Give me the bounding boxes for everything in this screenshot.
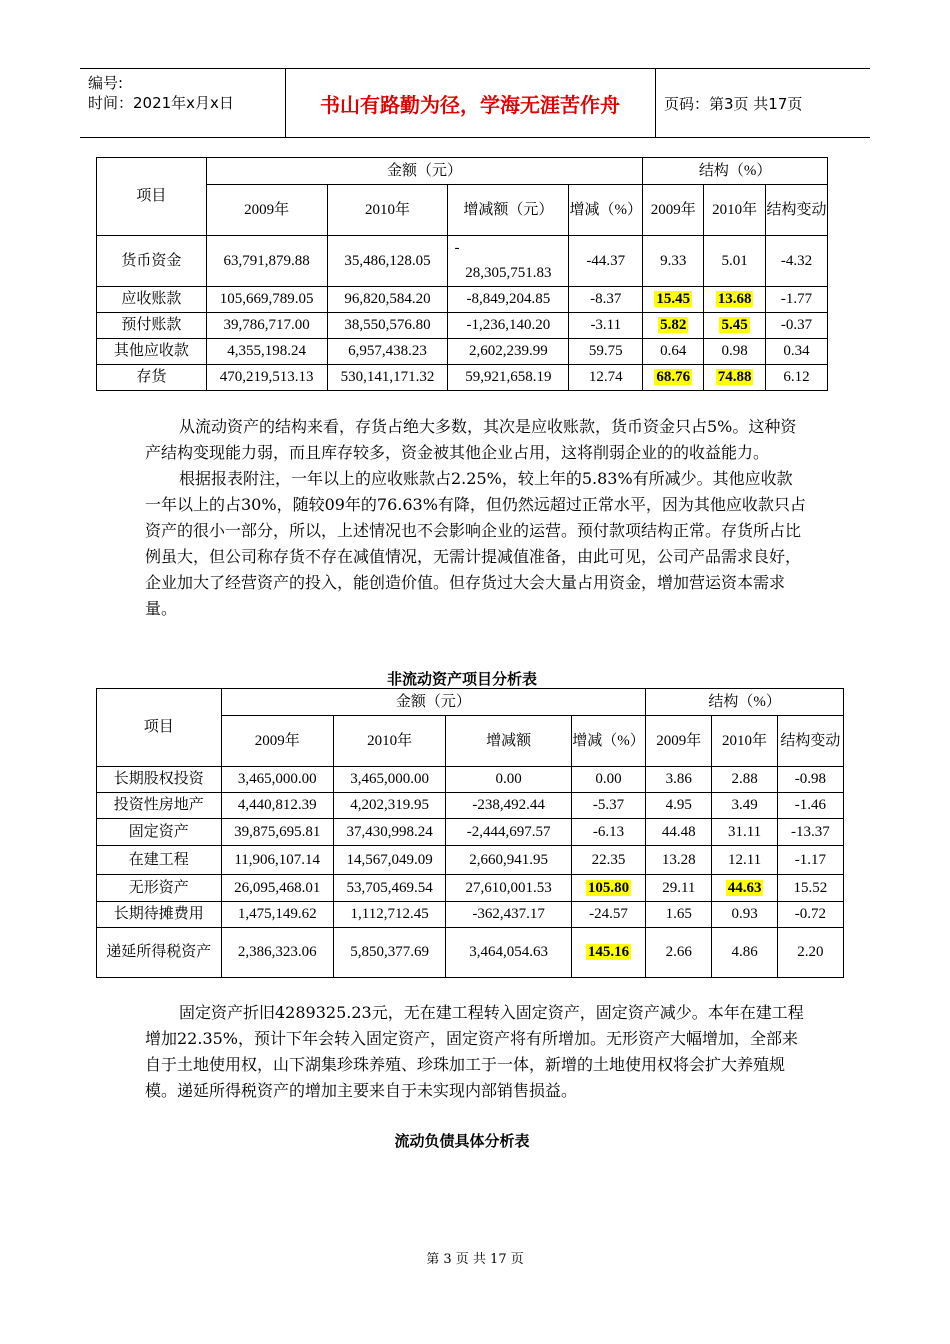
cell: 15.52: [777, 875, 843, 902]
analysis-text-2: [145, 1000, 807, 1104]
cell: 4.86: [712, 928, 777, 978]
sub-pct: 增减（%）: [569, 185, 643, 236]
cell: 2,602,239.99: [448, 339, 569, 365]
cell: -13.37: [777, 819, 843, 846]
cell: 59.75: [569, 339, 643, 365]
cell: 4,440,812.39: [221, 793, 333, 819]
cell: 6.12: [766, 365, 828, 391]
table-row: [97, 339, 828, 365]
cell: [643, 287, 704, 313]
cell: 31.11: [712, 819, 777, 846]
cell: -2,444,697.57: [446, 819, 572, 846]
table-row: [97, 365, 828, 391]
cell: 35,486,128.05: [327, 236, 448, 287]
cell: 0.64: [643, 339, 704, 365]
table-row: [97, 287, 828, 313]
table-row: [97, 313, 828, 339]
cell: 37,430,998.24: [333, 819, 445, 846]
non-current-assets-table: [96, 688, 844, 978]
highlighted-value: 74.88: [717, 369, 752, 385]
cell: 3.49: [712, 793, 777, 819]
analysis-text-1: [145, 414, 807, 622]
page-header: [80, 68, 870, 138]
cell: [704, 313, 766, 339]
row-name: 在建工程: [97, 846, 222, 875]
highlighted-value: 44.63: [727, 879, 762, 896]
header-page-info: 页码：第3页 共17页: [664, 95, 803, 113]
cell: 96,820,584.20: [327, 287, 448, 313]
cell: [704, 287, 766, 313]
cell: [704, 365, 766, 391]
paragraph: 从流动资产的结构来看，存货占绝大多数，其次是应收账款，货币资金只占5%。这种资产结构变现能力弱，而且库存较多，资金被其他企业占用，这将削弱企业的的收益能力。: [145, 417, 797, 462]
cell: 3.86: [646, 767, 712, 793]
group-amount: 金额（元）: [206, 158, 643, 185]
sub-pct: 增减（%）: [571, 716, 645, 767]
highlighted-value: 68.76: [656, 369, 691, 385]
sub-2009: 2009年: [221, 716, 333, 767]
table-row: [97, 767, 844, 793]
cell: 4,202,319.95: [333, 793, 445, 819]
highlighted-value: 5.82: [660, 317, 687, 333]
col-item: 项目: [97, 158, 207, 236]
header-time: 时间：2021年x月x日: [88, 94, 234, 112]
cell: 44.48: [646, 819, 712, 846]
sub-diff: 增减额: [446, 716, 572, 767]
table2-title: 非流动资产项目分析表: [386, 670, 537, 688]
sub-s2010: 2010年: [704, 185, 766, 236]
table-row: [97, 236, 828, 287]
paragraph: 根据报表附注，一年以上的应收账款占2.25%，较上年的5.83%有所减少。其他应收款一年以上的占30%，随较09年的76.63%有降，但仍然远超过正常水平，因为其他应收款只占资产的很小一部分，所以，上述情况也不会影响企业的运营。预付款项结构正常。存货所占比例虽大，但公司称存货不存在减值情况，无需计提减值准备，由此可见，公司产品需求良好，企业加大了经营资产的投入，能创造价值。但存货过大会大量占用资金，增加营运资本需求量。: [145, 469, 806, 618]
sub-2010: 2010年: [333, 716, 445, 767]
cell: 1,475,149.62: [221, 902, 333, 928]
cell: 39,875,695.81: [221, 819, 333, 846]
cell: 13.28: [646, 846, 712, 875]
sub-chg: 结构变动: [766, 185, 828, 236]
cell: 530,141,171.32: [327, 365, 448, 391]
highlighted-value: 105.80: [587, 879, 630, 896]
cell: -362,437.17: [446, 902, 572, 928]
cell: 2.20: [777, 928, 843, 978]
table-row: [97, 819, 844, 846]
row-name: 存货: [97, 365, 207, 391]
group-structure: 结构（%）: [646, 689, 844, 716]
sub-s2009: 2009年: [643, 185, 704, 236]
table-row: [97, 902, 844, 928]
paragraph: 固定资产折旧4289325.23元，无在建工程转入固定资产，固定资产减少。本年在建工程增加22.35%，预计下年会转入固定资产，固定资产将有所增加。无形资产大幅增加，全部来自于土地使用权，山下湖集珍珠养殖、珍珠加工于一体，新增的土地使用权将会扩大养殖规模。递延所得税资产的增加主要来自于未实现内部销售损益。: [145, 1003, 804, 1100]
cell: 3,464,054.63: [446, 928, 572, 978]
row-name: 投资性房地产: [97, 793, 222, 819]
cell: 2,660,941.95: [446, 846, 572, 875]
cell: -24.57: [571, 902, 645, 928]
header-divider: [655, 69, 656, 137]
row-name: 应收账款: [97, 287, 207, 313]
group-amount: 金额（元）: [221, 689, 646, 716]
cell: 27,610,001.53: [446, 875, 572, 902]
cell: -8.37: [569, 287, 643, 313]
table-row: [97, 846, 844, 875]
cell: [571, 875, 645, 902]
cell: -1.77: [766, 287, 828, 313]
cell: 470,219,513.13: [206, 365, 327, 391]
cell: -1.46: [777, 793, 843, 819]
header-meta: [88, 73, 234, 113]
sub-s2010: 2010年: [712, 716, 777, 767]
row-name: 长期股权投资: [97, 767, 222, 793]
cell: 5,850,377.69: [333, 928, 445, 978]
row-name: 预付账款: [97, 313, 207, 339]
cell: 3,465,000.00: [333, 767, 445, 793]
cell: 63,791,879.88: [206, 236, 327, 287]
cell: 5.01: [704, 236, 766, 287]
cell: 3,465,000.00: [221, 767, 333, 793]
row-name: 长期待摊费用: [97, 902, 222, 928]
cell: 0.98: [704, 339, 766, 365]
sub-chg: 结构变动: [777, 716, 843, 767]
cell: 14,567,049.09: [333, 846, 445, 875]
cell: 1.65: [646, 902, 712, 928]
cell-diff: [448, 236, 569, 287]
table3-title: 流动负债具体分析表: [394, 1132, 530, 1150]
cell: 2,386,323.06: [221, 928, 333, 978]
page-footer: 第 3 页 共 17 页: [426, 1252, 524, 1267]
col-item: 项目: [97, 689, 222, 767]
cell: 38,550,576.80: [327, 313, 448, 339]
table-row: [97, 875, 844, 902]
cell: -3.11: [569, 313, 643, 339]
cell: -1.17: [777, 846, 843, 875]
cell: [643, 365, 704, 391]
row-name: 其他应收款: [97, 339, 207, 365]
highlighted-value: 15.45: [656, 291, 691, 307]
cell-diff-sign: -: [454, 240, 460, 256]
cell: -1,236,140.20: [448, 313, 569, 339]
cell: 4.95: [646, 793, 712, 819]
cell: -0.98: [777, 767, 843, 793]
cell: -6.13: [571, 819, 645, 846]
highlighted-value: 145.16: [587, 944, 630, 960]
cell: [712, 875, 777, 902]
cell: 11,906,107.14: [221, 846, 333, 875]
row-name: 固定资产: [97, 819, 222, 846]
cell: 12.11: [712, 846, 777, 875]
group-structure: 结构（%）: [643, 158, 828, 185]
cell: 105,669,789.05: [206, 287, 327, 313]
row-name: 货币资金: [97, 236, 207, 287]
cell: 0.00: [571, 767, 645, 793]
header-code: 编号:: [88, 74, 124, 92]
sub-s2009: 2009年: [646, 716, 712, 767]
cell: 22.35: [571, 846, 645, 875]
cell: 6,957,438.23: [327, 339, 448, 365]
cell: [643, 313, 704, 339]
cell: 59,921,658.19: [448, 365, 569, 391]
cell: 4,355,198.24: [206, 339, 327, 365]
row-name: 递延所得税资产: [97, 928, 222, 978]
table-row: [97, 793, 844, 819]
cell: 53,705,469.54: [333, 875, 445, 902]
sub-2009: 2009年: [206, 185, 327, 236]
cell: -238,492.44: [446, 793, 572, 819]
cell-diff-value: 28,305,751.83: [465, 265, 552, 281]
cell: 12.74: [569, 365, 643, 391]
cell: -4.32: [766, 236, 828, 287]
cell: 26,095,468.01: [221, 875, 333, 902]
cell: 0.00: [446, 767, 572, 793]
cell: 2.88: [712, 767, 777, 793]
cell: -0.72: [777, 902, 843, 928]
sub-diff: 增减额（元）: [448, 185, 569, 236]
header-motto: 书山有路勤为径，学海无涯苦作舟: [320, 93, 620, 117]
cell: [571, 928, 645, 978]
cell: -8,849,204.85: [448, 287, 569, 313]
cell: -44.37: [569, 236, 643, 287]
row-name: 无形资产: [97, 875, 222, 902]
sub-2010: 2010年: [327, 185, 448, 236]
highlighted-value: 13.68: [717, 291, 752, 307]
highlighted-value: 5.45: [721, 317, 748, 333]
cell: 9.33: [643, 236, 704, 287]
cell: 39,786,717.00: [206, 313, 327, 339]
cell: 2.66: [646, 928, 712, 978]
cell: -5.37: [571, 793, 645, 819]
cell: 0.34: [766, 339, 828, 365]
cell: -0.37: [766, 313, 828, 339]
cell: 0.93: [712, 902, 777, 928]
table-row: [97, 928, 844, 978]
current-assets-table: [96, 157, 828, 391]
cell: 29.11: [646, 875, 712, 902]
cell: 1,112,712.45: [333, 902, 445, 928]
